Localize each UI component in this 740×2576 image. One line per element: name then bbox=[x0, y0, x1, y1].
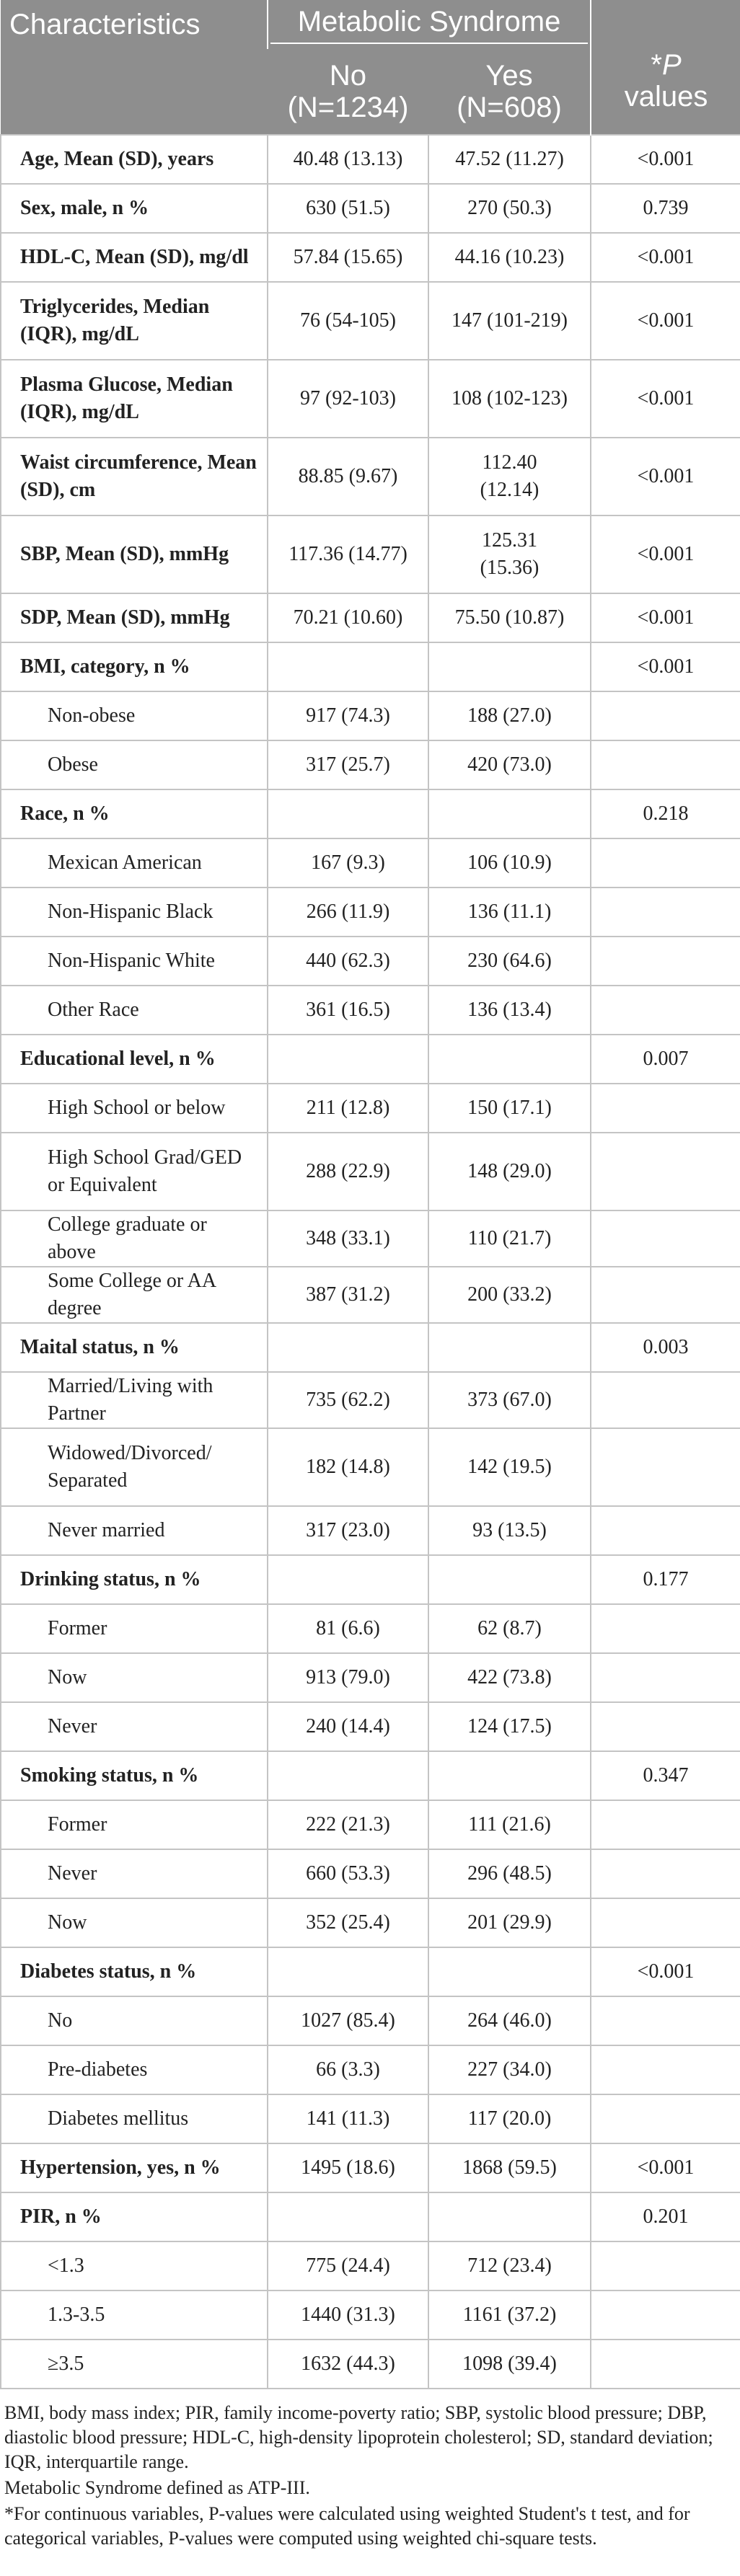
table-row bbox=[1, 1372, 740, 1428]
cell-yes bbox=[428, 1323, 591, 1372]
cell-no bbox=[268, 1323, 428, 1372]
cell-no bbox=[268, 1035, 428, 1084]
cell-p bbox=[591, 2290, 740, 2340]
table-row bbox=[1, 1428, 740, 1506]
cell-p bbox=[591, 888, 740, 937]
cell-yes: 110 (21.7) bbox=[428, 1210, 591, 1267]
row-label: Never bbox=[1, 1702, 268, 1751]
header-characteristics: Characteristics bbox=[1, 0, 268, 135]
header-p-spacer bbox=[591, 0, 740, 49]
row-label: Widowed/Divorced/ Separated bbox=[1, 1428, 268, 1506]
cell-p bbox=[591, 1604, 740, 1653]
table-row bbox=[1, 789, 740, 838]
row-label: Triglycerides, Median (IQR), mg/dL bbox=[1, 282, 268, 360]
cell-yes: 108 (102-123) bbox=[428, 360, 591, 438]
cell-p bbox=[591, 1653, 740, 1702]
cell-no: 167 (9.3) bbox=[268, 838, 428, 888]
cell-no: 40.48 (13.13) bbox=[268, 135, 428, 184]
row-label: Sex, male, n % bbox=[1, 184, 268, 233]
cell-yes bbox=[428, 1947, 591, 1996]
cell-no: 317 (23.0) bbox=[268, 1506, 428, 1555]
cell-p bbox=[591, 1133, 740, 1210]
cell-yes: 200 (33.2) bbox=[428, 1267, 591, 1323]
table-row bbox=[1, 1210, 740, 1267]
cell-yes: 112.40 (12.14) bbox=[428, 438, 591, 515]
cell-p: <0.001 bbox=[591, 1947, 740, 1996]
table-row bbox=[1, 184, 740, 233]
cell-yes: 270 (50.3) bbox=[428, 184, 591, 233]
footnote-definition: Metabolic Syndrome defined as ATP-III. bbox=[4, 2477, 310, 2498]
cell-no: 182 (14.8) bbox=[268, 1428, 428, 1506]
table-row bbox=[1, 2192, 740, 2241]
cell-no: 288 (22.9) bbox=[268, 1133, 428, 1210]
cell-p bbox=[591, 691, 740, 740]
cell-p bbox=[591, 1702, 740, 1751]
cell-yes: 1868 (59.5) bbox=[428, 2143, 591, 2192]
cell-p: 0.218 bbox=[591, 789, 740, 838]
cell-no: 775 (24.4) bbox=[268, 2241, 428, 2290]
cell-yes bbox=[428, 642, 591, 691]
cell-no: 387 (31.2) bbox=[268, 1267, 428, 1323]
cell-no: 1027 (85.4) bbox=[268, 1996, 428, 2045]
cell-p: <0.001 bbox=[591, 135, 740, 184]
cell-yes: 712 (23.4) bbox=[428, 2241, 591, 2290]
cell-yes: 150 (17.1) bbox=[428, 1084, 591, 1133]
row-label: College graduate or above bbox=[1, 1210, 268, 1267]
row-label: BMI, category, n % bbox=[1, 642, 268, 691]
row-label: Some College or AA degree bbox=[1, 1267, 268, 1323]
cell-yes: 125.31 (15.36) bbox=[428, 515, 591, 593]
cell-no: 317 (25.7) bbox=[268, 740, 428, 789]
row-label: Obese bbox=[1, 740, 268, 789]
cell-no: 361 (16.5) bbox=[268, 986, 428, 1035]
cell-no bbox=[268, 789, 428, 838]
row-label: 1.3-3.5 bbox=[1, 2290, 268, 2340]
cell-yes: 117 (20.0) bbox=[428, 2094, 591, 2143]
table-row bbox=[1, 642, 740, 691]
row-label: Diabetes mellitus bbox=[1, 2094, 268, 2143]
row-label: No bbox=[1, 1996, 268, 2045]
cell-p: 0.739 bbox=[591, 184, 740, 233]
cell-p: 0.007 bbox=[591, 1035, 740, 1084]
cell-no: 81 (6.6) bbox=[268, 1604, 428, 1653]
cell-yes: 44.16 (10.23) bbox=[428, 233, 591, 282]
table-row bbox=[1, 135, 740, 184]
cell-p bbox=[591, 1210, 740, 1267]
cell-p bbox=[591, 1996, 740, 2045]
table-row bbox=[1, 1751, 740, 1800]
row-label: SBP, Mean (SD), mmHg bbox=[1, 515, 268, 593]
cell-p: <0.001 bbox=[591, 438, 740, 515]
table-row bbox=[1, 1702, 740, 1751]
cell-no: 97 (92-103) bbox=[268, 360, 428, 438]
cell-no: 240 (14.4) bbox=[268, 1702, 428, 1751]
cell-no: 1440 (31.3) bbox=[268, 2290, 428, 2340]
table-row bbox=[1, 1604, 740, 1653]
row-label: Plasma Glucose, Median (IQR), mg/dL bbox=[1, 360, 268, 438]
cell-no: 222 (21.3) bbox=[268, 1800, 428, 1849]
table-row bbox=[1, 2143, 740, 2192]
header-no-label: No bbox=[329, 60, 367, 92]
table-row bbox=[1, 1947, 740, 1996]
row-label: Now bbox=[1, 1653, 268, 1702]
row-label: Other Race bbox=[1, 986, 268, 1035]
table-row bbox=[1, 1555, 740, 1604]
table-row bbox=[1, 1133, 740, 1210]
cell-yes: 296 (48.5) bbox=[428, 1849, 591, 1898]
cell-yes: 373 (67.0) bbox=[428, 1372, 591, 1428]
row-label: Former bbox=[1, 1604, 268, 1653]
table-footnotes bbox=[0, 2389, 740, 2551]
cell-p bbox=[591, 1849, 740, 1898]
cell-p bbox=[591, 1372, 740, 1428]
table-body bbox=[1, 135, 740, 2389]
table-row bbox=[1, 1996, 740, 2045]
cell-yes: 420 (73.0) bbox=[428, 740, 591, 789]
cell-no: 660 (53.3) bbox=[268, 1849, 428, 1898]
row-label: Maital status, n % bbox=[1, 1323, 268, 1372]
footnote-abbreviations: BMI, body mass index; PIR, family income-poverty ratio; SBP, systolic blood pressure; DBP, diastolic blood pressure; HDL-C, high-density lipoprotein cholesterol; SD, standard deviation; IQR, interquartile range. bbox=[4, 2402, 713, 2472]
row-label: Never bbox=[1, 1849, 268, 1898]
cell-no bbox=[268, 642, 428, 691]
cell-p: <0.001 bbox=[591, 360, 740, 438]
header-metabolic-syndrome bbox=[268, 0, 591, 49]
cell-yes: 47.52 (11.27) bbox=[428, 135, 591, 184]
table-row bbox=[1, 593, 740, 642]
cell-yes: 111 (21.6) bbox=[428, 1800, 591, 1849]
cell-no: 88.85 (9.67) bbox=[268, 438, 428, 515]
cell-p: 0.347 bbox=[591, 1751, 740, 1800]
row-label: Mexican American bbox=[1, 838, 268, 888]
row-label: Waist circumference, Mean (SD), cm bbox=[1, 438, 268, 515]
table-row bbox=[1, 740, 740, 789]
cell-p bbox=[591, 838, 740, 888]
cell-no: 76 (54-105) bbox=[268, 282, 428, 360]
row-label: Never married bbox=[1, 1506, 268, 1555]
cell-no: 913 (79.0) bbox=[268, 1653, 428, 1702]
cell-yes: 148 (29.0) bbox=[428, 1133, 591, 1210]
row-label: Non-obese bbox=[1, 691, 268, 740]
cell-yes bbox=[428, 1751, 591, 1800]
table-row bbox=[1, 691, 740, 740]
row-label: Married/Living with Partner bbox=[1, 1372, 268, 1428]
cell-yes: 422 (73.8) bbox=[428, 1653, 591, 1702]
table-row bbox=[1, 2241, 740, 2290]
cell-p bbox=[591, 986, 740, 1035]
table-row bbox=[1, 888, 740, 937]
cell-p bbox=[591, 937, 740, 986]
cell-yes: 227 (34.0) bbox=[428, 2045, 591, 2094]
cell-yes bbox=[428, 789, 591, 838]
cell-yes: 230 (64.6) bbox=[428, 937, 591, 986]
cell-p: 0.003 bbox=[591, 1323, 740, 1372]
row-label: Smoking status, n % bbox=[1, 1751, 268, 1800]
row-label: ≥3.5 bbox=[1, 2340, 268, 2389]
cell-p bbox=[591, 1898, 740, 1947]
cell-no bbox=[268, 1751, 428, 1800]
cell-p bbox=[591, 740, 740, 789]
cell-yes: 201 (29.9) bbox=[428, 1898, 591, 1947]
row-label: Drinking status, n % bbox=[1, 1555, 268, 1604]
cell-no: 211 (12.8) bbox=[268, 1084, 428, 1133]
header-yes-label: Yes bbox=[485, 60, 533, 92]
table-row bbox=[1, 2094, 740, 2143]
cell-no bbox=[268, 2192, 428, 2241]
table-row bbox=[1, 937, 740, 986]
table-row bbox=[1, 233, 740, 282]
cell-p bbox=[591, 2241, 740, 2290]
cell-yes: 62 (8.7) bbox=[428, 1604, 591, 1653]
table-row bbox=[1, 1267, 740, 1323]
row-label: High School or below bbox=[1, 1084, 268, 1133]
cell-yes bbox=[428, 1555, 591, 1604]
table-row bbox=[1, 838, 740, 888]
cell-yes: 1098 (39.4) bbox=[428, 2340, 591, 2389]
header-p-letter: P bbox=[661, 49, 682, 81]
table-row bbox=[1, 1323, 740, 1372]
row-label: PIR, n % bbox=[1, 2192, 268, 2241]
table-row bbox=[1, 986, 740, 1035]
table-row bbox=[1, 2045, 740, 2094]
cell-p: 0.201 bbox=[591, 2192, 740, 2241]
row-label: Pre-diabetes bbox=[1, 2045, 268, 2094]
cell-no bbox=[268, 1555, 428, 1604]
table-row bbox=[1, 1084, 740, 1133]
cell-p: <0.001 bbox=[591, 642, 740, 691]
row-label: Former bbox=[1, 1800, 268, 1849]
cell-no: 348 (33.1) bbox=[268, 1210, 428, 1267]
cell-yes: 93 (13.5) bbox=[428, 1506, 591, 1555]
row-label: Educational level, n % bbox=[1, 1035, 268, 1084]
cell-no: 70.21 (10.60) bbox=[268, 593, 428, 642]
table-row bbox=[1, 1653, 740, 1702]
cell-p bbox=[591, 1506, 740, 1555]
row-label: HDL-C, Mean (SD), mg/dl bbox=[1, 233, 268, 282]
cell-no: 117.36 (14.77) bbox=[268, 515, 428, 593]
cell-no: 57.84 (15.65) bbox=[268, 233, 428, 282]
header-p-star: * bbox=[651, 49, 662, 81]
table-row bbox=[1, 282, 740, 360]
table-row bbox=[1, 515, 740, 593]
cell-yes: 142 (19.5) bbox=[428, 1428, 591, 1506]
cell-yes: 1161 (37.2) bbox=[428, 2290, 591, 2340]
footnote-stats: *For continuous variables, P-values were calculated using weighted Student's t test, and for categorical variables, P-values were computed using weighted chi-square tests. bbox=[4, 2503, 690, 2549]
cell-no: 141 (11.3) bbox=[268, 2094, 428, 2143]
cell-no: 630 (51.5) bbox=[268, 184, 428, 233]
row-label: SDP, Mean (SD), mmHg bbox=[1, 593, 268, 642]
cell-no: 266 (11.9) bbox=[268, 888, 428, 937]
cell-p bbox=[591, 1800, 740, 1849]
cell-no: 1495 (18.6) bbox=[268, 2143, 428, 2192]
row-label: <1.3 bbox=[1, 2241, 268, 2290]
row-label: Now bbox=[1, 1898, 268, 1947]
table-row bbox=[1, 360, 740, 438]
cell-p bbox=[591, 1428, 740, 1506]
cell-no: 440 (62.3) bbox=[268, 937, 428, 986]
cell-yes bbox=[428, 1035, 591, 1084]
cell-no: 352 (25.4) bbox=[268, 1898, 428, 1947]
row-label: Diabetes status, n % bbox=[1, 1947, 268, 1996]
table-row bbox=[1, 1035, 740, 1084]
cell-no: 1632 (44.3) bbox=[268, 2340, 428, 2389]
cell-p bbox=[591, 2340, 740, 2389]
header-group-label: Metabolic Syndrome bbox=[270, 6, 588, 44]
cell-yes: 264 (46.0) bbox=[428, 1996, 591, 2045]
table-row bbox=[1, 1800, 740, 1849]
cell-p bbox=[591, 2045, 740, 2094]
header-no bbox=[268, 49, 428, 135]
table-row bbox=[1, 1849, 740, 1898]
row-label: Hypertension, yes, n % bbox=[1, 2143, 268, 2192]
table-row bbox=[1, 1898, 740, 1947]
row-label: Non-Hispanic White bbox=[1, 937, 268, 986]
cell-p bbox=[591, 1084, 740, 1133]
cell-p: <0.001 bbox=[591, 233, 740, 282]
cell-no: 735 (62.2) bbox=[268, 1372, 428, 1428]
cell-no bbox=[268, 1947, 428, 1996]
cell-yes bbox=[428, 2192, 591, 2241]
header-p-values bbox=[591, 49, 740, 135]
header-yes bbox=[428, 49, 591, 135]
table-row bbox=[1, 2290, 740, 2340]
cell-p: 0.177 bbox=[591, 1555, 740, 1604]
row-label: Race, n % bbox=[1, 789, 268, 838]
header-p-values-word: values bbox=[624, 81, 708, 112]
row-label: Age, Mean (SD), years bbox=[1, 135, 268, 184]
cell-p: <0.001 bbox=[591, 515, 740, 593]
table-row bbox=[1, 438, 740, 515]
cell-p bbox=[591, 1267, 740, 1323]
header-yes-n: (N=608) bbox=[457, 92, 562, 123]
table-row bbox=[1, 1506, 740, 1555]
table-row bbox=[1, 2340, 740, 2389]
cell-no: 917 (74.3) bbox=[268, 691, 428, 740]
cell-yes: 147 (101-219) bbox=[428, 282, 591, 360]
cell-no: 66 (3.3) bbox=[268, 2045, 428, 2094]
header-no-n: (N=1234) bbox=[287, 92, 409, 123]
row-label: High School Grad/GED or Equivalent bbox=[1, 1133, 268, 1210]
cell-p bbox=[591, 2094, 740, 2143]
cell-p: <0.001 bbox=[591, 282, 740, 360]
cell-yes: 188 (27.0) bbox=[428, 691, 591, 740]
cell-p: <0.001 bbox=[591, 2143, 740, 2192]
cell-yes: 75.50 (10.87) bbox=[428, 593, 591, 642]
cell-yes: 106 (10.9) bbox=[428, 838, 591, 888]
cell-p: <0.001 bbox=[591, 593, 740, 642]
cell-yes: 136 (13.4) bbox=[428, 986, 591, 1035]
cell-yes: 136 (11.1) bbox=[428, 888, 591, 937]
row-label: Non-Hispanic Black bbox=[1, 888, 268, 937]
cell-yes: 124 (17.5) bbox=[428, 1702, 591, 1751]
